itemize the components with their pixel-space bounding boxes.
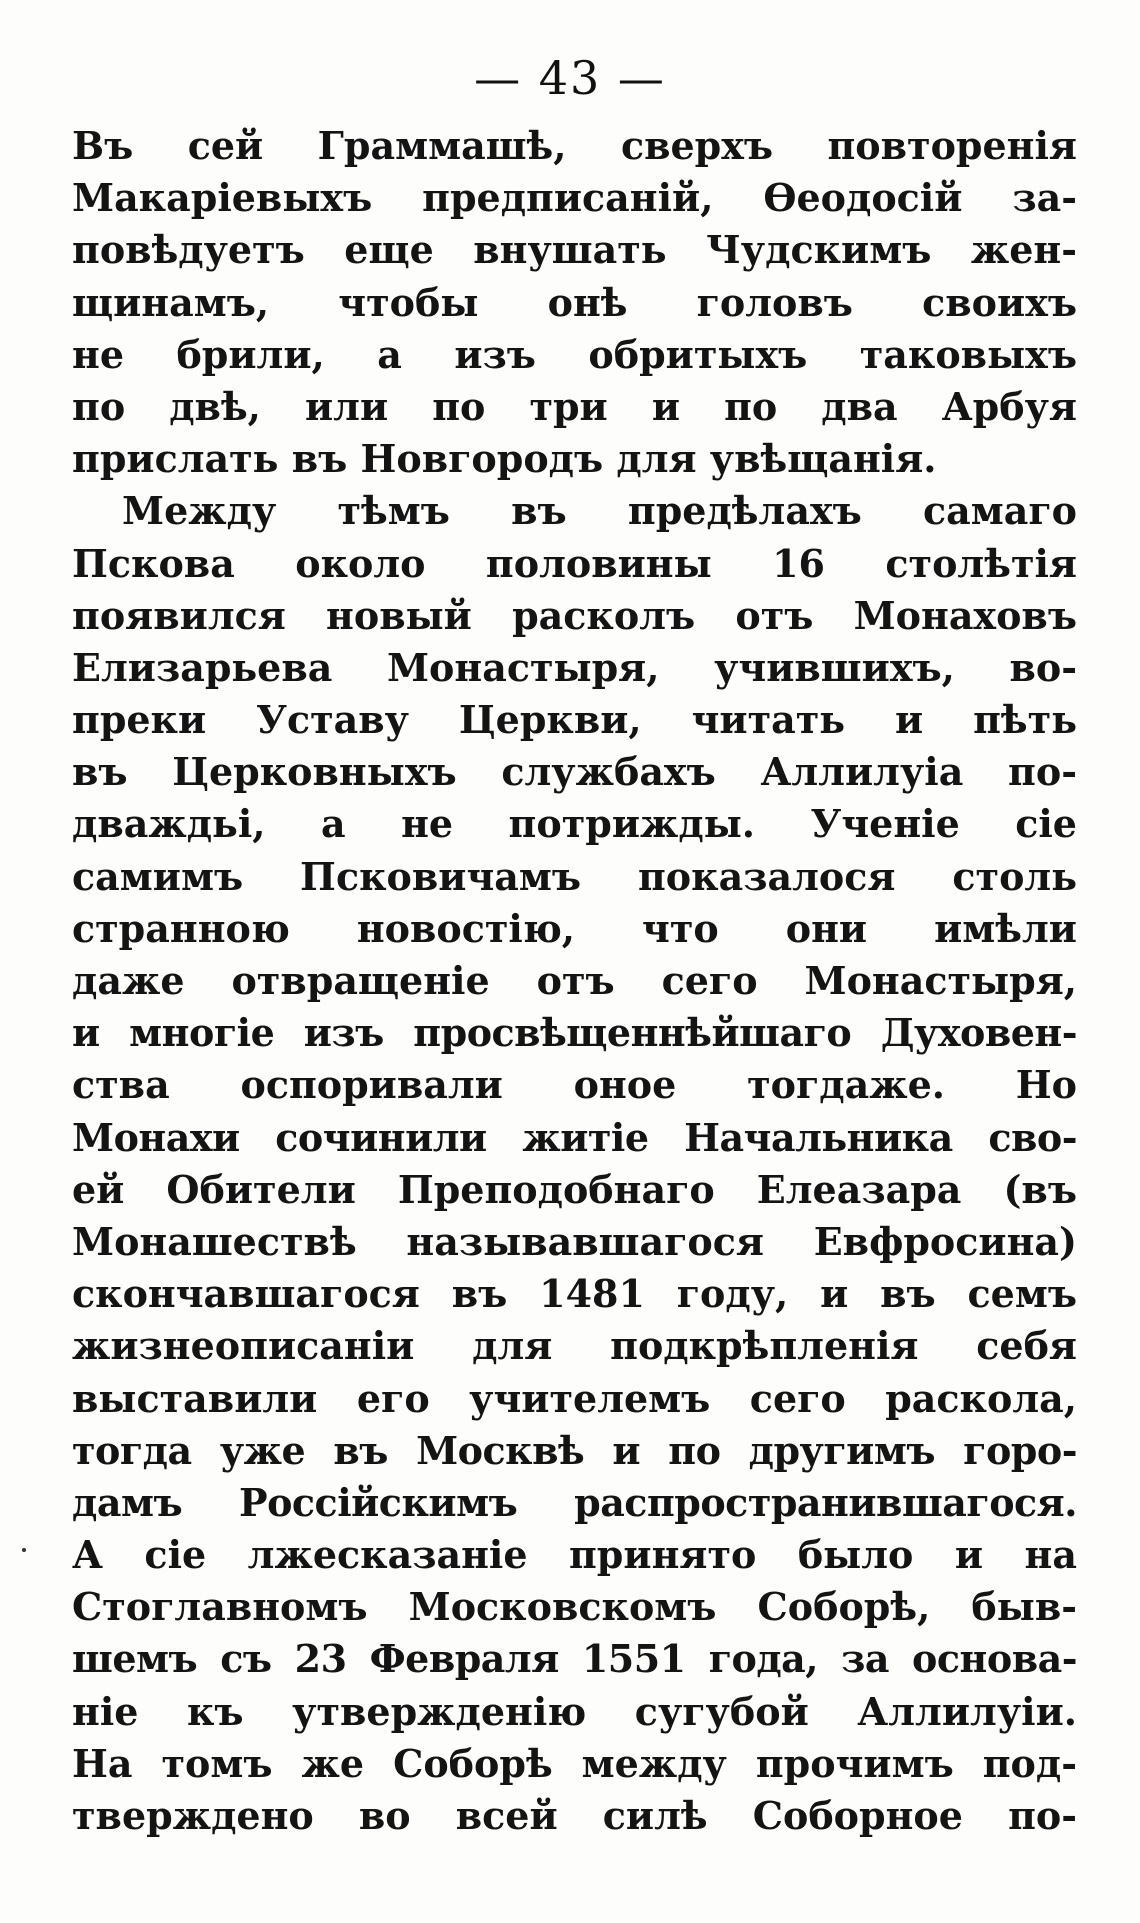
text-line: А сіе лжесказаніе принято было и на (72, 1532, 1077, 1578)
text-line: Макаріевыхъ предписаній, Ѳеодосій за- (72, 175, 1077, 221)
text-line: Елизарьева Монастыря, учившихъ, во- (72, 644, 1077, 690)
text-line: даже отвращеніе отъ сего Монастыря, (72, 958, 1077, 1003)
text-line: самимъ Псковичамъ показалося столь (72, 853, 1077, 899)
margin-speck (22, 1548, 26, 1552)
text-line: тогда уже въ Москвѣ и по другимъ горо- (72, 1427, 1077, 1473)
text-line: ства оспоривали оное тогдаже. Но (72, 1062, 1077, 1108)
text-line: дамъ Россійскимъ распространившагося. (72, 1479, 1077, 1525)
text-line: ніе къ утвержденію сугубой Аллилуіи. (72, 1688, 1077, 1734)
text-line: На томъ же Соборѣ между прочимъ под- (72, 1740, 1077, 1786)
text-line: въ Церковныхъ службахъ Аллилуіа по- (72, 749, 1077, 795)
text-line: Монашествѣ называвшагося Евфросина) (72, 1218, 1077, 1264)
text-line: по двѣ, или по три и по два Арбуя (72, 383, 1077, 429)
text-line: дваждьі, а не потрижды. Ученіе сіе (72, 801, 1077, 847)
text-line: появился новый расколъ отъ Монаховъ (72, 592, 1077, 638)
text-line: жизнеописаніи для подкрѣпленія себя (72, 1323, 1077, 1369)
text-line: шемъ съ 23 Февраля 1551 года, за основа- (72, 1636, 1077, 1682)
text-line: Между тѣмъ въ предѣлахъ самаго (122, 488, 1077, 534)
page-body-text (72, 120, 1077, 1842)
text-line: Стоглавномъ Московскомъ Соборѣ, быв- (72, 1584, 1077, 1630)
text-line: ей Обители Преподобнаго Елеазара (въ (72, 1166, 1077, 1212)
text-line: и многіе изъ просвѣщеннѣйшаго Духовен- (72, 1010, 1077, 1056)
text-line: щинамъ, чтобы онѣ головъ своихъ (72, 279, 1077, 325)
text-line: скончавшагося въ 1481 году, и въ семъ (72, 1271, 1077, 1317)
text-line: тверждено во всей силѣ Соборное по- (72, 1793, 1077, 1838)
text-line: прислать въ Новгородъ для увѣщанія. (72, 436, 937, 482)
text-line: странною новостію, что они имѣли (72, 905, 1077, 951)
text-line: не брили, а изъ обритыхъ таковыхъ (72, 331, 1077, 377)
text-line: выставили его учителемъ сего раскола, (72, 1375, 1077, 1421)
page-number: — 43 — (474, 51, 666, 105)
text-line: преки Уставу Церкви, читать и пѣть (72, 697, 1077, 743)
text-line: Пскова около половины 16 столѣтія (72, 540, 1077, 586)
text-line: Въ сей Граммашѣ, сверхъ повторенія (72, 123, 1077, 168)
text-line: Монахи сочинили житіе Начальника сво- (72, 1114, 1077, 1160)
text-line: повѣдуетъ еще внушать Чудскимъ жен- (72, 227, 1077, 273)
